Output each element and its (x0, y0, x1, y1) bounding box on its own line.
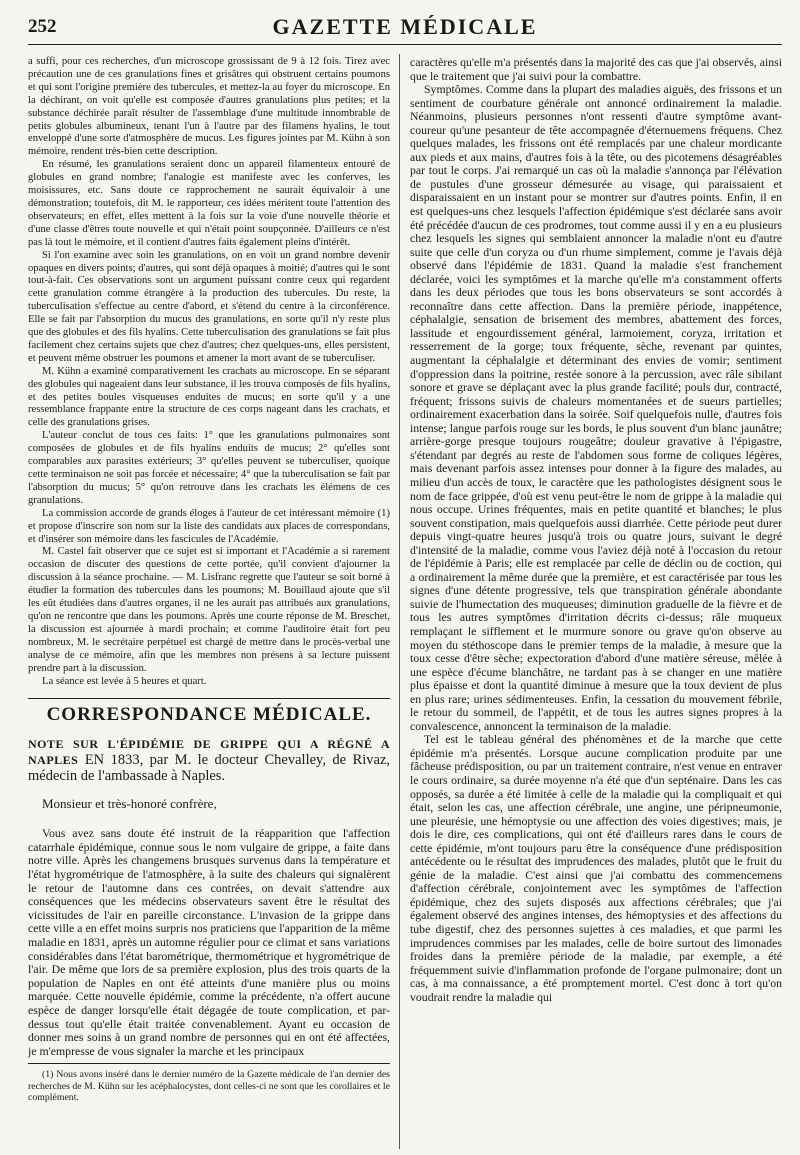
footnote (28, 1069, 390, 1103)
page-header (28, 14, 782, 45)
salutation: Monsieur et très-honoré confrère, (42, 796, 217, 812)
column-divider (399, 54, 400, 1149)
footnote-text: (1) Nous avons inséré dans le dernier numéro de la Gazette médicale de l'an dernier des recherches de M. Kühn sur les acéphalocystes, dont celles-ci ne sont que les corollaires et le complément. (28, 1069, 390, 1103)
paragraph: a suffi, pour ces recherches, d'un microscope grossissant de 9 à 12 fois. Tirez avec précaution une de ces granulations fines et grisâtres qui obstruent certains poumons et qui sont l'origine première des tubercules, et mettez-la au foyer du microscope. En la déchirant, on voit qu'elle est composée d'autres granulations plus petites; et la substance déchirée paraît résulter de l'assemblage d'une multitude innombrable de petits globules albumineux, tenant l'un à l'autre par des filamens hyalins, le tout enveloppé d'une sorte d'atmosphère de mucus. Les figures jointes par M. Kühn à son mémoire, rendent très-bien cette description. (28, 56, 390, 158)
page-number: 252 (28, 16, 57, 37)
article-title-lead: NOTE SUR L'ÉPIDÉMIE DE GRIPPE QUI A RÉGNÉ A NAPLES (28, 737, 390, 768)
paragraph: Vous avez sans doute été instruit de la réapparition que l'affection catarrhale épidémique, connue sous le nom vulgaire de grippe, a faite dans notre ville. Après les changemens brusques survenus dans la température et l'état hygrométrique de l'atmosphère, à la suite des chaleurs qui signalèrent le retour de l'automne dans ces contrées, on devait s'attendre aux conséquences que les médecins observateurs savent être le résultat des vicissitudes de l'air en pareille circonstance. L'invasion de la grippe dans cette ville a en effet moins surpris nos praticiens que l'apparition de la même maladie en 1831, après un automne régulier pour ce climat et sans variations considérables dans l'état barométrique, thermométrique et hygrométrique de l'air. De même que lors de sa première explosion, plus des trois quarts de la population de Naples en ont été atteints d'une manière plus ou moins marquée. Cette nouvelle épidémie, comme la précédente, n'a offert aucune espèce de danger lorsqu'elle était dégagée de toute complication, et par-dessus tout qu'elle était traitée convenablement. Ayant eu occasion de donner mes soins à un grand nombre de personnes qui en ont été affectées, je m'empresse de vous signaler la marche et les principaux (28, 826, 390, 1058)
left-column (28, 56, 390, 1147)
paragraph: Tel est le tableau général des phénomènes et de la marche que cette épidémie m'a présentés. Lorsque aucune complication produite par une fâcheuse prédisposition, ou par un traitement contraire, n'est venue en entraver le cours ordinaire, sa durée moyenne n'a été que d'un septénaire. Dans les cas opposés, sa durée a été limitée à celle de la maladie qui la compliquait et qui était, selon les cas, une affection cérébrale, une angine, une péripneumonie, une pleurésie, une hémoptysie ou une affection des voies digestives; mais, je dois le dire, ces complications, qui ont été d'ailleurs rares dans le cours de cette épidémie, m'ont toujours paru être la conséquence d'une prédisposition antécédente ou le résultat des imprudences des malades, plutôt que le fruit du génie de la maladie. C'est ainsi que j'ai combattu des commencemens d'affection cérébrale, conjointement avec les symptômes de l'affection épidémique, chez des sujets disposés aux affections cérébrales; que j'ai également observé des angines intenses, des hémoptysies et des affections du tube digestif, chez des personnes sujettes à ces maladies, et que parmi les imprudences commises par les malades, celle de boire surtout des limonades froides dans la première période de la maladie, par exemple, a été fréquemment suivie d'inflammation profonde de l'organe pulmonaire; dont un cas, à ma connaissance, a été promptement mortel. C'est donc à tort qu'on voudrait rendre la maladie qui (410, 732, 782, 1004)
journal-title: GAZETTE MÉDICALE (272, 14, 538, 39)
paragraph: L'auteur conclut de tous ces faits: 1° que les granulations pulmonaires sont composées de globules et de fils hyalins enduits de mucus; 2° qu'elles sont comparables aux parasites extérieurs; 3° qu'elles peuvent se tuberculiser, quoique cette terminaison ne soit pas forcée et nécessaire; 4° que la tuberculisation se fait par l'absorption du mucus; 5° qu'on retrouve dans les crachats les élémens de ces granulations. (28, 430, 390, 506)
paragraph: En résumé, les granulations seraient donc un appareil filamenteux entouré de globules en grand nombre; l'analogie est manifeste avec les conferves, les moisissures, etc. Sans doute ce rapprochement ne saurait équivaloir à une démonstration; toutefois, dit M. le rapporteur, ces idées méritent toute l'attention des observateurs; en effet, elles mettent à la fois sur la voie d'une nouvelle théorie et d'une classe d'êtres toute nouvelle et qui n'était point soupçonnée. D'ailleurs ce n'est pas là tout le mémoire, et il contient d'autres faits également pleins d'intérêt. (28, 159, 390, 248)
section-title: CORRESPONDANCE MÉDICALE. (46, 704, 372, 726)
article-title-rest: EN 1833, par M. le docteur Chevalley, de Rivaz, médecin de l'ambassade à Naples. (28, 752, 390, 785)
paragraph: La commission accorde de grands éloges à l'auteur de cet intéressant mémoire (1) et propose d'inscrire son nom sur la liste des candidats aux places de correspondans, et d'insérer son mémoire dans les fascicules de l'Académie. (28, 507, 390, 545)
paragraph: caractères qu'elle m'a présentés dans la majorité des cas que j'ai observés, ainsi que le traitement que j'ai suivi pour la combattre. (410, 56, 782, 83)
paragraph: Symptômes. Comme dans la plupart des maladies aiguës, des frissons et un sentiment de courbature générale ont annoncé ordinairement la maladie. Néanmoins, plusieurs personnes n'ont ressenti d'autre symptôme avant-coureur qu'une pesanteur de tête accompagnée d'éternuemens fréquens. Chez quelques malades, les frissons ont été remplacés par une chaleur mordicante aux pieds et aux mains, d'autres fois à la tête, ou des picotemens désagréables par tout le corps. J'ai remarqué un cas où la maladie s'annonça par l'élévation de pustules d'une grosseur démesurée au visage, qui paraissaient et disparaissaient en un instant pour se montrer sur d'autres points. Enfin, il en est quelques-uns chez lesquels l'affection épidémique s'est déclarée sans avoir été précédée d'aucun de ces prodromes, tout comme aussi il y en a eu plusieurs chez lesquels les signes qui semblaient annoncer la maladie n'ont eu d'autre suite que celle d'un coryza ou d'un rhume simplement, comme je l'avais déjà observé dans l'épidémie de 1831. Quand la maladie s'est franchement déclarée, voici les symptômes et la marche qu'elle m'a constamment offerts dans les deux périodes que tous les bons observateurs se sont accordés à reconnaître dans cette affection. Dans la première période, inappétence, céphalalgie, sensation de brisement des membres, abattement des forces, lassitude et engourdissement général, larmoiement, coryza, irritation et resserrement de la gorge; toux fréquente, sèche, revenant par quintes, augmentant la céphalalgie et déterminant des envies de vomir; sentiment d'oppression dans la poitrine, restée sonore à la percussion, avec râle sibilant sonore et grave se déplaçant avec la plus grande facilité; pouls dur, contracté, fréquent; frissons suivis de chaleurs momentanées et de sueurs partielles; ordinairement exacerbation dans la soirée. Soif quelquefois nulle, d'autres fois intense; langue parfois rouge sur les bords, le plus souvent d'un blanc jaunâtre; arrière-gorge presque toujours rougeâtre; douleur gravative à l'épigastre, s'étendant par degrés au reste de l'abdomen sous forme de coliques légères, mais devenant parfois assez intenses pour donner à la figure des malades, au milieu d'un accès de toux, le caractère que les pathologistes désignent sous le nom de face grippée, d'où est venu peut-être le nom de grippe à la maladie qui nous occupe. Urines fréquentes, mais en petite quantité et blanches; le plus souvent constipation, mais quelquefois aussi diarrhée. Cette période peut durer depuis vingt-quatre heures jusqu'à trois ou quatre jours, suivant le degré d'intensité de la maladie, comme vous l'aviez déjà noté à l'occasion du retour de l'épidémie à Paris; elle est remplacée par celle de déclin ou de coction, qui a ordinairement la même durée que la première, et est caractérisée par tous les signes d'une détente progressive, tels que transpiration générale abondante suivie de l'humectation des muqueuses; diminution graduelle de la fièvre et de tous les autres symptômes d'irritation décrits ci-dessus; râle muqueux remplaçant le sifflement et le murmure sonore ou grave qu'on observe au moyen du stéthoscope dans le premier temps de la maladie, à mesure que la toux cesse d'être sèche; expectoration d'abord d'une matière séreuse, mêlée à une espèce d'écume blanchâtre, ne tardant pas à se changer en une matière plus épaisse et dont la quantité diminue à mesure que la toux devient de plus en plus rare; urines sédimenteuses. Enfin, la cessation du mouvement fébrile, le retour du sommeil, de l'appétit, et de tous les autres signes propres à la convalescence, annoncent la terminaison de la maladie. (410, 82, 782, 733)
article-title (28, 736, 390, 784)
footnote-separator (28, 1063, 390, 1064)
section-separator (28, 698, 390, 699)
right-column (410, 56, 782, 1147)
paragraph: Si l'on examine avec soin les granulations, on en voit un grand nombre devenir opaques en divers points; d'autres, qui sont déjà opaques à moitié; d'autres qui le sont tout-à-fait. Ces observations sont un argument puissant contre ceux qui regardent cette granulation comme étrangère à la production des tubercules. Du reste, la tuberculisation s'effectue au centre d'abord, et s'étend du centre à la circonférence. Elle se fait par l'absorption du mucus des granulations, en sorte qu'il n'y reste plus que des globules et des fils hyalins. Cette tuberculisation des granulations se fait plus facilement chez certains sujets que chez d'autres; chez quelques-uns, elles persistent, et peuvent même obstruer les poumons et amener la mort avant de se tuberculiser. (28, 249, 390, 364)
paragraph: M. Castel fait observer que ce sujet est si important et l'Académie a si rarement occasion de discuter des questions de cette portée, qu'il convient d'ajourner la discussion à la séance prochaine. — M. Lisfranc regrette que l'auteur se soit borné à étudier la formation des tubercules dans les poumons; M. Bouillaud ajoute que s'il les eût étudiées dans d'autres organes, il ne les aurait pas attribués aux granulations, qu'on ne rencontre que dans les poumons. Après une courte réponse de M. Breschet, la discussion est ajournée à mardi prochain; et comme l'auditoire était fort peu nombreux, M. le secrétaire perpétuel est chargé de mettre dans le procès-verbal une analyse de ce mémoire, afin que les membres non présens à sa lecture puissent prendre part à la discussion. (28, 546, 390, 674)
closing-line: La séance est levée à 5 heures et quart. (42, 675, 207, 687)
letter-body (28, 827, 390, 1058)
paragraph: M. Kühn a examiné comparativement les crachats au microscope. En se séparant des globules qui nageaient dans leur substance, il les trouva composés de fils hyalins, et des petites boules visqueuses enduites de mucus; en sorte qu'il y a une ressemblance frappante entre la structure de ces corps nageant dans les crachats, et celle des granulations grises. (28, 365, 390, 429)
